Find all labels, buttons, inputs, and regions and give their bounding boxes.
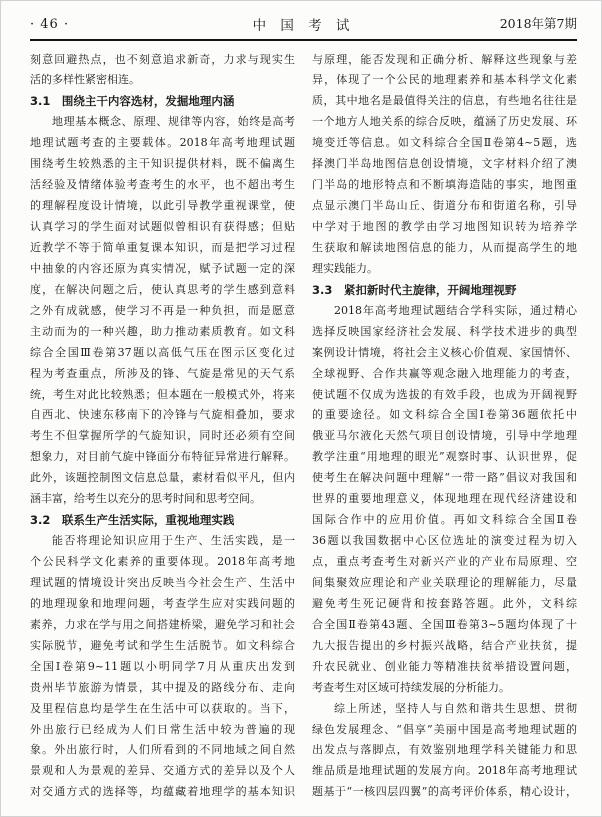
text-line: 避免考生死记硬背和按套路答题。此外，文科综 [312,596,577,610]
text-line: 地理基本概念、原理、规律等内容，始终是高考 [52,115,295,129]
section-heading: 3.1 围绕主干内容选材，发掘地理内涵 [30,94,235,109]
text-line: 生获取和解读地图信息的能力，从而提高学生的地 [312,240,577,254]
text-line: 程为考查重点，所涉及的锋、气旋是常见的天气系 [30,366,295,380]
text-line: 综合全国Ⅲ卷第37题以高低气压在图示区变化过 [30,345,295,359]
text-line: 度，在解决问题之后，使认真思考的学生感到意料 [30,282,295,296]
text-line: 九大报告提出的乡村振兴战略，结合产业扶贫，提 [312,638,577,652]
text-line: 的地理现象和地理问题，考查学生应对实践问题的 [30,596,295,610]
issue-label: 2018年第7期 [499,16,577,31]
text-line: 自西北、快速东移南下的冷锋与气旋相叠加，要求 [30,408,295,422]
text-line: 综上所述，坚持人与自然和谐共生思想、贯彻 [334,701,577,715]
text-line: 国际合作中的应用价值。再如文科综合全国Ⅱ卷 [312,513,577,527]
text-line: 能否将理论知识应用于生产、生活实践，是一 [52,534,295,548]
text-line: 地理试题考查的主要载体。2018年高考地理试题 [30,136,295,150]
text-line: 选择反映国家经济社会发展、科学技术进步的典型 [312,324,577,338]
page-number: · 46 · [30,17,70,32]
text-line: 围绕考生较熟悉的主干知识提供材料，既不偏离生 [30,157,295,171]
text-line: 36题以我国数据中心区位选址的演变过程为切入 [312,534,577,548]
text-line: 全国Ⅰ卷第9~11题以小明同学7月从重庆出发到 [30,659,295,673]
text-line: 活经验及情绪体验考查考生的水平，也不超出考生 [30,178,295,192]
text-line: 使考生在解决问题中理解“一带一路”倡议对我国和 [312,471,577,485]
header-rule [30,39,577,41]
text-line: 案例设计情境，将社会主义核心价值观、家国情怀、 [312,345,577,359]
text-line: 间集聚效应理论和产业关联理论的理解能力，尽量 [312,575,577,589]
text-line: 理试题的情境设计突出反映当今社会生产、生活中 [30,575,295,589]
text-line: 主动而为的一种兴趣，助力推动素质教育。如文科 [30,324,295,338]
text-line: 之外有成就感，使学习不再是一种负担，而是愿意 [30,303,295,317]
text-line: 涵丰富，给考生以充分的思考时间和思考空间。 [30,492,261,506]
text-line: 理实践能力。 [312,261,378,275]
text-line: 的重要途径。如文科综合全国Ⅰ卷第36题依托中 [312,408,577,422]
right-column [312,50,577,804]
article-body [30,50,577,804]
text-line: 境变迁等信息。如文科综合全国Ⅱ卷第4~5题，选 [312,136,577,150]
text-line: 景观和人为景观的差异、交通方式的差异以及个人 [30,764,295,778]
text-line: 此外，该题控制图文信息总量，素材看似平凡，但内 [30,471,295,485]
text-line: 一个地方人地关系的综合反映，蕴涵了历史发展、环 [312,115,577,129]
text-line: 认真学习的学生面对试题似曾相识有获得感；但贴 [30,220,295,233]
text-line: 活的多样性紧密相连。 [30,73,140,87]
text-line: 的理解程度设计情境，以此引导教学重视课堂，使 [30,199,295,213]
text-line: 象。外出旅行时，人们所看到的不同地域之间自然 [30,743,295,757]
section-heading: 3.3 紧扣新时代主旋律，开阔地理视野 [312,282,517,297]
text-line: 考查考生对区域可持续发展的分析能力。 [312,680,510,694]
text-line: 中学对于地图的教学由学习地图知识转为培养学 [312,220,577,233]
text-line: 门半岛的地形特点和不断填海造陆的事实，地图重 [312,178,577,192]
text-line: 素养，力求在学与用之间搭建桥梁，避免学习和社会 [30,617,295,631]
text-line: 质，其中地名是最值得关注的信息，有些地名往往是 [312,94,577,108]
text-line: 出发点与落脚点，有效鉴别地理学科关键能力和思 [312,743,577,757]
text-line: 点显示澳门半岛山丘、街道分布和街道名称，引导 [312,199,577,213]
text-line: 个公民科学文化素养的重要体现。2018年高考地 [30,555,295,568]
text-line: 点，重点考查考生对新兴产业的产业布局原理、空 [312,555,577,568]
text-line: 贵州毕节旅游为情景，其中提及的路线分布、走向 [30,680,295,694]
page-header [30,1,577,35]
text-line: 与原理，能否发现和正确分析、解释这些现象与差 [312,52,577,66]
text-line: 合全国Ⅱ卷第43题、全国Ⅲ卷第3~5题均体现了十 [312,617,577,631]
text-line: 教学注重“用地理的眼光”观察时事、认识世界，促 [312,450,577,464]
text-line: 2018年高考地理试题结合学科实际，通过精心 [334,303,577,317]
text-line: 考生不但掌握所学的气旋知识，同时还必须有空间 [30,429,295,443]
text-line: 刻意回避热点，也不刻意追求新奇，力求与现实生 [30,52,295,66]
text-line: 全球视野、合作共赢等观念融入地理能力的考查， [312,366,577,380]
text-line: 对交通方式的选择等，均蕴藏着地理学的基本知识 [30,785,295,799]
text-line: 及里程信息均是学生在生活中可以获取的。当下， [30,701,295,715]
text-line: 升农民就业、创业能力等精准扶贫举措设置问题， [312,659,577,673]
text-line: 统，考生对此比较熟悉；但本题在一般模式外，将来 [30,387,295,401]
text-line: 近教学不等于简单重复课本知识，而是把学习过程 [30,240,295,254]
text-line: 使试题不仅成为选拔的有效手段，也成为开阔视野 [312,387,577,401]
text-line: 择澳门半岛地图信息创设情境，文字材料介绍了澳 [312,157,577,171]
text-line: 题基于“一核四层四翼”的高考评价体系，精心设计， [312,785,577,799]
text-line: 外出旅行已经成为人们日常生活中较为普遍的现 [30,722,295,736]
text-line: 想象力，对目前气旋中锋面分布特征异常进行解释。 [30,450,295,464]
text-line: 俄亚马尔液化天然气项目创设情境，引导中学地理 [312,429,577,443]
text-line: 维品质是地理试题的发展方向。2018年高考地理试 [312,764,577,778]
text-line: 绿色发展理念、“倡享”美丽中国是高考地理试题的 [312,722,577,736]
text-line: 世界的重要地理意义，体现地理在现代经济建设和 [312,492,577,506]
text-line: 中抽象的内容还原为真实情况，赋予试题一定的深 [30,261,295,275]
left-column [30,50,295,804]
text-line: 异，体现了一个公民的地理素养和基本科学文化素 [312,73,577,87]
section-heading: 3.2 联系生产生活实际，重视地理实践 [30,513,235,528]
journal-title: 中 国 考 试 [252,18,355,34]
text-line: 实际脱节，避免考试和学生生活脱节。如文科综合 [30,638,295,652]
